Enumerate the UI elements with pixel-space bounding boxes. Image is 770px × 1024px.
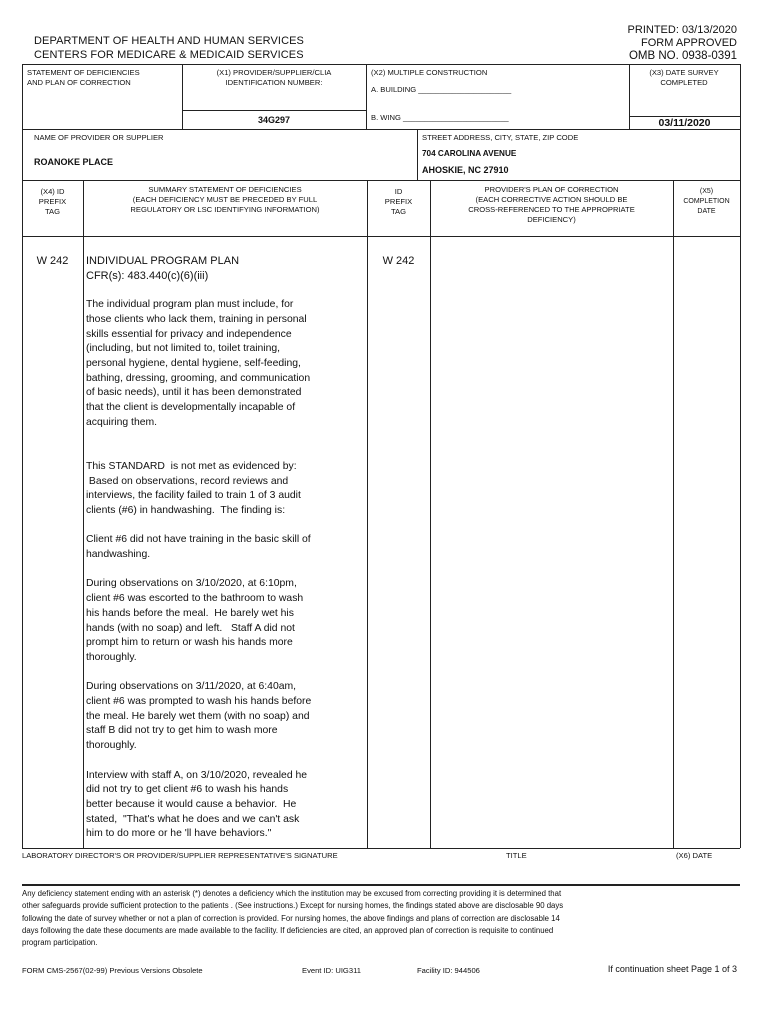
plan-header-2: (EACH CORRECTIVE ACTION SHOULD BE — [475, 195, 628, 204]
provider-number: 34G297 — [257, 115, 291, 125]
deficiency-paragraph — [86, 298, 366, 430]
x5-header-3: DATE — [697, 208, 716, 215]
statement-label-2: AND PLAN OF CORRECTION — [27, 78, 131, 87]
rule-boxes-bottom — [22, 129, 740, 130]
rule-box-x2 — [366, 64, 367, 129]
deficiency-line: client #6 was escorted to the bathroom to wash — [86, 593, 304, 605]
building-field: A. BUILDING ______________________ — [371, 85, 512, 94]
street-address: 704 CAROLINA AVENUE — [422, 149, 517, 158]
deficiency-paragraph — [86, 680, 366, 754]
deficiency-cfr: CFR(s): 483.440(c)(6)(iii) — [86, 269, 209, 282]
deficiency-paragraph — [86, 577, 366, 665]
deficiency-line: staff B did not try to get him to wash more — [86, 725, 278, 737]
deficiency-line: clients (#6) in handwashing. The finding is: — [86, 504, 286, 516]
printed-date: PRINTED: 03/13/2020 — [627, 24, 737, 36]
x5-header-1: (X5) — [699, 188, 714, 195]
x4-header-2: PREFIX — [38, 197, 67, 206]
rule-left — [22, 64, 23, 848]
disclaimer-line: days following the date these documents are made available to the facility. If deficiencies are cited, an approved plan of correction is requisite to continued — [22, 925, 554, 935]
deficiency-line: hands (with no soap) and left. Staff A did not — [86, 622, 295, 634]
rule-provider-split — [417, 129, 418, 180]
x3-box — [634, 68, 734, 88]
page-indicator: If continuation sheet Page 1 of 3 — [607, 964, 737, 974]
deficiency-line: acquiring them. — [86, 416, 158, 428]
rule-provider-bottom — [22, 180, 740, 181]
summary-header-2: (EACH DEFICIENCY MUST BE PRECEDED BY FULL — [132, 195, 318, 204]
deficiency-line: bathing, dressing, grooming, and communication — [86, 372, 311, 384]
x4-header-1: (X4) ID — [40, 187, 65, 196]
survey-date: 03/11/2020 — [658, 117, 711, 129]
x1-box — [182, 68, 366, 88]
id-header — [367, 187, 430, 217]
deficiency-paragraphs — [86, 298, 366, 842]
tag-left: W 242 — [36, 255, 69, 267]
deficiency-line: Interview with staff A, on 3/10/2020, revealed he — [86, 769, 308, 781]
disclaimer-line: following the date of survey whether or not a plan of correction is provided. For nursing homes, the above findings and plans of correction are disclosable 14 — [22, 913, 560, 923]
deficiency-line: that the client is developmentally incapable of — [86, 402, 296, 414]
form-approval-block — [628, 24, 737, 63]
deficiency-line: interviews, the facility failed to train 1 of 3 audit — [86, 490, 301, 502]
date-label: (X6) DATE — [676, 851, 713, 860]
deficiency-line: his hands before the meal. He barely wet his — [86, 607, 294, 619]
disclaimer — [22, 888, 652, 949]
facility-id: Facility ID: 944506 — [417, 966, 480, 975]
summary-header-1: SUMMARY STATEMENT OF DEFICIENCIES — [148, 185, 302, 194]
agency-header — [34, 34, 304, 62]
rule-col-summary — [367, 180, 368, 848]
deficiency-line: stated, "That's what he does and we can't ask — [86, 813, 300, 825]
x3-label-1: (X3) DATE SURVEY — [649, 68, 719, 77]
summary-header-3: REGULATORY OR LSC IDENTIFYING INFORMATION) — [130, 205, 320, 214]
provider-name: ROANOKE PLACE — [34, 157, 114, 167]
omb-number: OMB NO. 0938-0391 — [628, 50, 737, 62]
deficiency-line: During observations on 3/11/2020, at 6:40am, — [86, 681, 297, 693]
id-header-1: ID — [394, 187, 403, 196]
x4-header — [22, 187, 83, 217]
rule-x1-sub — [182, 110, 366, 111]
x1-label-1: (X1) PROVIDER/SUPPLIER/CLIA — [216, 68, 332, 77]
deficiency-line: of basic needs), until it has been demonstrated — [86, 387, 302, 399]
wing-field: B. WING _________________________ — [371, 113, 509, 122]
deficiency-line: better because it would cause a behavior. He — [86, 798, 297, 810]
deficiency-line: him to do more or he 'll have behaviors." — [86, 828, 272, 840]
deficiency-title: INDIVIDUAL PROGRAM PLAN — [86, 255, 240, 267]
form-id: FORM CMS-2567(02-99) Previous Versions Obsolete — [22, 966, 203, 975]
city-state-zip: AHOSKIE, NC 27910 — [422, 165, 509, 175]
x5-header-2: COMPLETION — [683, 198, 730, 205]
deficiency-line: This STANDARD is not met as evidenced by: — [86, 460, 297, 472]
statement-label-1: STATEMENT OF DEFICIENCIES — [27, 68, 140, 77]
statement-box — [27, 68, 140, 88]
id-header-2: PREFIX — [384, 197, 413, 206]
summary-header — [83, 185, 367, 215]
tag-right: W 242 — [382, 255, 415, 267]
rule-col-plan — [673, 180, 674, 848]
x4-header-3: TAG — [44, 207, 61, 216]
rule-column-header-bottom — [22, 236, 740, 237]
rule-top — [22, 64, 740, 65]
deficiency-line: those clients who lack them, training in personal — [86, 313, 307, 325]
disclaimer-line: other safeguards provide sufficient protection to the patients . (See instructions.) Except for nursing homes, the findings stated above are disclosable 90 days — [22, 901, 564, 911]
deficiency-line: did not try to get client #6 to wash his hands — [86, 784, 289, 796]
rule-col-x4 — [83, 180, 84, 848]
x2-label: (X2) MULTIPLE CONSTRUCTION — [371, 68, 488, 77]
event-id: Event ID: UIG311 — [302, 966, 361, 975]
x5-header — [673, 187, 740, 217]
address-label: STREET ADDRESS, CITY, STATE, ZIP CODE — [422, 133, 579, 142]
form-approved: FORM APPROVED — [641, 37, 737, 49]
deficiency-paragraph — [86, 460, 366, 519]
deficiency-line: skills essential for privacy and independence — [86, 328, 292, 340]
provider-name-label: NAME OF PROVIDER OR SUPPLIER — [34, 133, 164, 142]
plan-header-4: DEFICIENCY) — [527, 215, 576, 224]
deficiency-paragraph — [86, 533, 366, 562]
deficiency-text — [86, 254, 366, 857]
deficiency-line: handwashing. — [86, 549, 151, 561]
rule-right — [740, 64, 741, 848]
deficiency-line: prompt him to return or wash his hands more — [86, 637, 293, 649]
deficiency-line: the meal. He barely wet them (with no soap) and — [86, 710, 310, 722]
disclaimer-line: program participation. — [22, 938, 98, 948]
deficiency-line: Client #6 did not have training in the basic skill of — [86, 534, 311, 546]
signature-label: LABORATORY DIRECTOR'S OR PROVIDER/SUPPLIER REPRESENTATIVE'S SIGNATURE — [22, 851, 338, 860]
title-label: TITLE — [506, 851, 527, 860]
plan-header — [430, 185, 673, 225]
deficiency-line: The individual program plan must include, for — [86, 299, 294, 311]
x1-label-2: IDENTIFICATION NUMBER: — [225, 78, 323, 87]
agency-line-2: CENTERS FOR MEDICARE & MEDICAID SERVICES — [34, 49, 304, 61]
id-header-3: TAG — [390, 207, 407, 216]
deficiency-line: (including, but not limited to, toilet training, — [86, 343, 281, 355]
deficiency-line: thoroughly. — [86, 651, 137, 663]
disclaimer-line: Any deficiency statement ending with an asterisk (*) denotes a deficiency which the institution may be excused from correcting providing it is determined that — [22, 889, 562, 898]
deficiency-line: thoroughly. — [86, 740, 137, 752]
rule-col-id — [430, 180, 431, 848]
deficiency-line: client #6 was prompted to wash his hands before — [86, 696, 312, 708]
plan-header-1: PROVIDER'S PLAN OF CORRECTION — [484, 185, 619, 194]
deficiency-paragraph — [86, 769, 366, 843]
x3-label-2: COMPLETED — [660, 78, 708, 87]
deficiency-line: Based on observations, record reviews and — [86, 475, 289, 487]
deficiency-line: During observations on 3/10/2020, at 6:10pm, — [86, 578, 297, 590]
agency-line-1: DEPARTMENT OF HEALTH AND HUMAN SERVICES — [34, 35, 304, 47]
plan-header-3: CROSS-REFERENCED TO THE APPROPRIATE — [468, 205, 635, 214]
rule-signature-bottom — [22, 884, 740, 886]
deficiency-line: personal hygiene, dental hygiene, self-feeding, — [86, 357, 301, 369]
